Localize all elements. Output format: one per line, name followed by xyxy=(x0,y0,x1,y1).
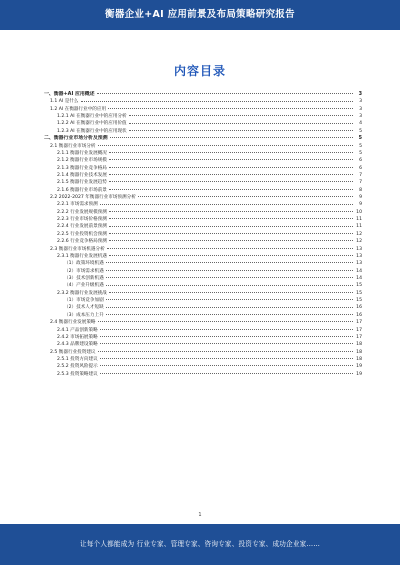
toc-entry-page: 6 xyxy=(359,165,362,171)
toc-entry-page: 17 xyxy=(356,334,362,340)
toc-entry-text: 2.1.4 衡器行业技术发展 xyxy=(57,172,107,178)
toc-dot-leader xyxy=(107,248,353,249)
toc-entry[interactable] xyxy=(44,98,362,105)
toc-dot-leader xyxy=(106,262,353,263)
toc-entry[interactable] xyxy=(44,275,362,282)
toc-entry-text: 二、衡器行业市场分析及预测 xyxy=(44,135,108,142)
toc-entry[interactable] xyxy=(44,128,362,135)
toc-dot-leader xyxy=(100,373,353,374)
toc-entry-page: 19 xyxy=(356,371,362,377)
toc-entry-text: 2.3 衡器行业市场机遇分析 xyxy=(50,246,105,252)
toc-entry-text: （4）产业升级机遇 xyxy=(64,283,104,289)
toc-dot-leader xyxy=(109,218,353,219)
toc-entry-page: 9 xyxy=(359,195,362,201)
toc-dot-leader xyxy=(97,93,353,94)
toc-entry-page: 6 xyxy=(359,158,362,164)
toc-entry-text: 1.2.2 AI 在衡器行业中的应用价值 xyxy=(57,121,127,127)
toc-dot-leader xyxy=(98,145,353,146)
toc-entry-page: 7 xyxy=(359,172,362,178)
toc-entry[interactable] xyxy=(44,113,362,120)
toc-entry-text: 2.5 衡器行业投资建议 xyxy=(50,349,96,355)
toc-entry[interactable] xyxy=(44,106,362,113)
toc-entry-page: 5 xyxy=(359,150,362,156)
page-number: 1 xyxy=(198,512,202,518)
toc-entry-page: 4 xyxy=(359,121,362,127)
toc-entry[interactable] xyxy=(44,135,362,142)
toc-entry-text: 2.1.3 衡器行业竞争格局 xyxy=(57,165,107,171)
toc-entry-page: 3 xyxy=(359,114,362,120)
toc-entry[interactable] xyxy=(44,172,362,179)
toc-entry-page: 7 xyxy=(359,180,362,186)
toc-dot-leader xyxy=(138,196,353,197)
toc-entry-page: 12 xyxy=(356,239,362,245)
toc-entry[interactable] xyxy=(44,179,362,186)
toc-entry-page: 13 xyxy=(356,261,362,267)
toc-entry-text: （2）技术人才短缺 xyxy=(64,305,104,311)
toc-entry-text: 1.2.3 AI 在衡器行业中的应用现状 xyxy=(57,128,127,134)
toc-entry[interactable] xyxy=(44,312,362,319)
toc-entry[interactable] xyxy=(44,253,362,260)
toc-dot-leader xyxy=(109,167,353,168)
toc-entry-text: 2.2 2022-2027 年衡器行业市场预测分析 xyxy=(50,195,136,201)
toc-entry-page: 9 xyxy=(359,202,362,208)
toc-dot-leader xyxy=(109,292,353,293)
toc-entry-page: 10 xyxy=(356,209,362,215)
toc-entry-text: （1）市场竞争加剧 xyxy=(64,298,104,304)
toc-entry-text: 2.4 衡器行业发展策略 xyxy=(50,320,96,326)
toc-entry-text: 1.1 AI 是什么 xyxy=(50,99,79,105)
toc-dot-leader xyxy=(109,159,353,160)
toc-entry-text: 2.5.3 投资策略建议 xyxy=(57,371,98,377)
toc-dot-leader xyxy=(129,123,353,124)
toc-entry[interactable] xyxy=(44,209,362,216)
toc-entry[interactable] xyxy=(44,282,362,289)
toc-entry[interactable] xyxy=(44,165,362,172)
toc-entry[interactable] xyxy=(44,356,362,363)
toc-entry-page: 5 xyxy=(359,143,362,149)
toc-entry-page: 12 xyxy=(356,231,362,237)
toc-entry-text: 2.2.3 行业市场价格预测 xyxy=(57,217,107,223)
toc-entry-text: 2.4.1 产品创新策略 xyxy=(57,327,98,333)
toc-dot-leader xyxy=(100,343,353,344)
toc-dot-leader xyxy=(100,365,353,366)
toc-entry[interactable] xyxy=(44,223,362,230)
toc-entry[interactable] xyxy=(44,297,362,304)
toc-dot-leader xyxy=(98,351,353,352)
toc-entry-page: 13 xyxy=(356,246,362,252)
toc-entry[interactable] xyxy=(44,157,362,164)
toc-entry[interactable] xyxy=(44,363,362,370)
toc-dot-leader xyxy=(98,321,353,322)
toc-entry-page: 8 xyxy=(359,187,362,193)
toc-entry-text: 2.2.1 市场需求预测 xyxy=(57,202,98,208)
toc-dot-leader xyxy=(109,181,353,182)
toc-entry-text: 2.1.5 衡器行业发展趋势 xyxy=(57,180,107,186)
toc-entry-page: 11 xyxy=(356,217,362,223)
toc-dot-leader xyxy=(108,108,353,109)
toc-heading: 内容目录 xyxy=(173,64,226,78)
toc-entry-page: 14 xyxy=(356,275,362,281)
toc-entry-page: 17 xyxy=(356,327,362,333)
toc-entry[interactable] xyxy=(44,268,362,275)
toc-entry-text: 2.4.2 市场拓展策略 xyxy=(57,334,98,340)
toc-dot-leader xyxy=(129,130,353,131)
toc-dot-leader xyxy=(109,211,353,212)
toc-dot-leader xyxy=(100,204,353,205)
toc-dot-leader xyxy=(100,358,353,359)
toc-dot-leader xyxy=(100,336,353,337)
toc-entry-text: （3）技术创新机遇 xyxy=(64,275,104,281)
toc-entry[interactable] xyxy=(44,371,362,378)
toc-dot-leader xyxy=(106,270,353,271)
toc-entry-text: 2.1 衡器行业市场分析 xyxy=(50,143,96,149)
toc-entry-text: 2.2.4 行业发展前景预测 xyxy=(57,224,107,230)
toc-entry[interactable] xyxy=(44,327,362,334)
toc-entry-text: 2.4.3 品牌建设策略 xyxy=(57,342,98,348)
toc-entry[interactable] xyxy=(44,120,362,127)
toc-entry-page: 16 xyxy=(356,312,362,318)
toc-entry[interactable] xyxy=(44,304,362,311)
toc-entry-text: 2.3.1 衡器行业发展机遇 xyxy=(57,253,107,259)
toc-entry[interactable] xyxy=(44,201,362,208)
toc-dot-leader xyxy=(109,174,353,175)
toc-dot-leader xyxy=(109,255,353,256)
toc-entry-page: 13 xyxy=(356,253,362,259)
toc-entry-text: 2.2.2 行业发展规模预测 xyxy=(57,209,107,215)
toc-entry-text: （3）成本压力上升 xyxy=(64,312,104,318)
table-of-contents xyxy=(44,91,362,378)
toc-entry-text: 一、衡器+AI 应用概述 xyxy=(44,91,95,97)
toc-entry[interactable] xyxy=(44,143,362,150)
toc-entry-text: 2.5.2 投资风险提示 xyxy=(57,364,98,370)
toc-entry[interactable] xyxy=(44,238,362,245)
toc-dot-leader xyxy=(109,240,353,241)
toc-entry[interactable] xyxy=(44,246,362,253)
toc-entry-text: （2）市场需求机遇 xyxy=(64,268,104,274)
toc-dot-leader xyxy=(106,299,353,300)
toc-dot-leader xyxy=(106,277,353,278)
toc-entry-page: 18 xyxy=(356,349,362,355)
toc-dot-leader xyxy=(109,226,353,227)
toc-entry-page: 3 xyxy=(359,106,362,112)
toc-entry-text: 1.2 AI 在衡器行业中的应用 xyxy=(50,106,107,112)
toc-entry-text: 1.2.1 AI 在衡器行业中的应用分析 xyxy=(57,114,127,120)
toc-entry-text: 2.1.6 衡器行业市场前景 xyxy=(57,187,107,193)
toc-entry-page: 17 xyxy=(356,320,362,326)
toc-dot-leader xyxy=(106,314,353,315)
toc-entry[interactable] xyxy=(44,91,362,98)
toc-entry[interactable] xyxy=(44,349,362,356)
toc-entry-page: 15 xyxy=(356,283,362,289)
toc-entry[interactable] xyxy=(44,187,362,194)
toc-entry[interactable] xyxy=(44,334,362,341)
toc-entry[interactable] xyxy=(44,231,362,238)
toc-entry-page: 3 xyxy=(358,91,362,97)
toc-entry[interactable] xyxy=(44,150,362,157)
toc-entry-page: 3 xyxy=(359,99,362,105)
toc-entry-page: 18 xyxy=(356,342,362,348)
toc-entry-text: 2.1.1 衡器行业发展概况 xyxy=(57,150,107,156)
toc-entry-page: 19 xyxy=(356,364,362,370)
toc-dot-leader xyxy=(100,329,353,330)
toc-dot-leader xyxy=(106,307,353,308)
toc-entry[interactable] xyxy=(44,194,362,201)
toc-entry-page: 14 xyxy=(356,268,362,274)
toc-entry-page: 5 xyxy=(359,128,362,134)
toc-dot-leader xyxy=(109,152,353,153)
toc-entry-text: 2.2.6 行业竞争格局预测 xyxy=(57,239,107,245)
toc-dot-leader xyxy=(109,233,353,234)
toc-dot-leader xyxy=(81,101,353,102)
toc-entry-page: 15 xyxy=(356,298,362,304)
toc-dot-leader xyxy=(109,189,353,190)
toc-dot-leader xyxy=(110,137,353,138)
toc-entry-page: 15 xyxy=(356,290,362,296)
footer-slogan: 让每个人都能成为 行业专家、管理专家、咨询专家、投资专家、成功企业家…… xyxy=(79,540,321,548)
toc-entry-text: 2.2.5 行业投资机会预测 xyxy=(57,231,107,237)
toc-entry[interactable] xyxy=(44,216,362,223)
toc-entry[interactable] xyxy=(44,260,362,267)
toc-dot-leader xyxy=(106,285,353,286)
toc-entry[interactable] xyxy=(44,341,362,348)
toc-entry-text: （1）政策环境机遇 xyxy=(64,261,104,267)
toc-entry[interactable] xyxy=(44,319,362,326)
toc-entry-page: 16 xyxy=(356,305,362,311)
toc-entry-page: 18 xyxy=(356,356,362,362)
toc-dot-leader xyxy=(129,115,353,116)
toc-entry-text: 2.1.2 衡器行业市场规模 xyxy=(57,158,107,164)
toc-entry-page: 11 xyxy=(356,224,362,230)
toc-entry-text: 2.3.2 衡器行业发展挑战 xyxy=(57,290,107,296)
report-title: 衡器企业+AI 应用前景及布局策略研究报告 xyxy=(105,9,295,20)
toc-entry[interactable] xyxy=(44,290,362,297)
toc-entry-page: 5 xyxy=(358,135,362,142)
toc-entry-text: 2.5.1 投资方向建议 xyxy=(57,356,98,362)
